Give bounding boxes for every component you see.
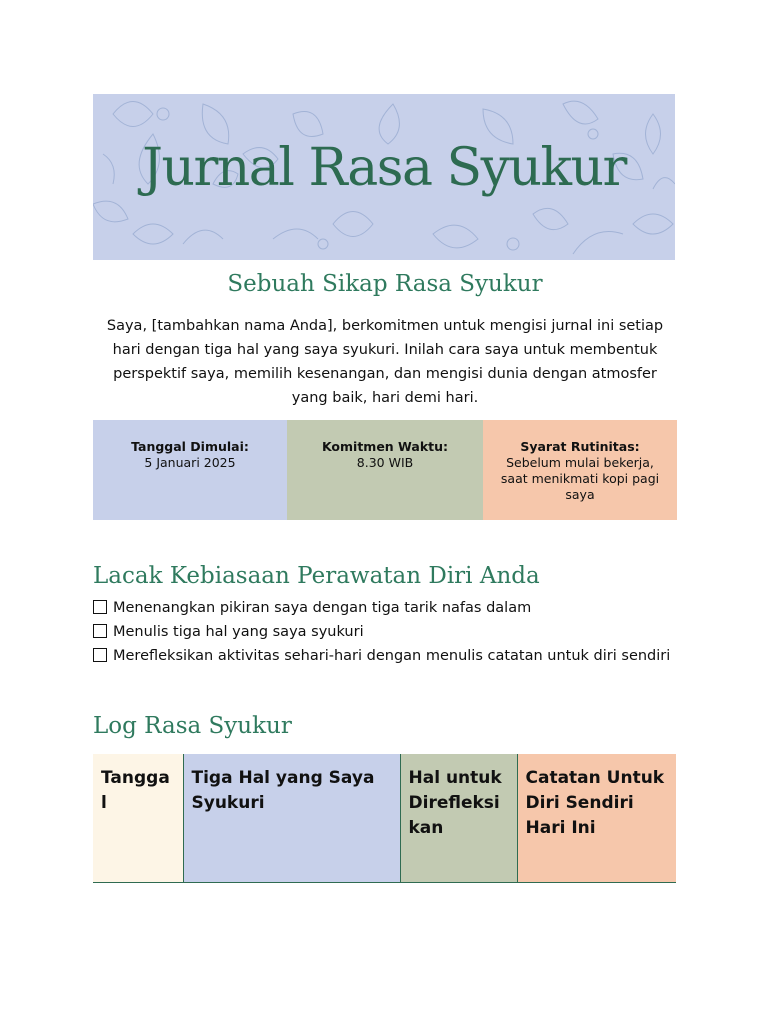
table-header-row <box>93 754 676 882</box>
habit-checkbox[interactable] <box>93 624 107 638</box>
habit-item <box>93 596 677 620</box>
start-date-box <box>93 420 287 520</box>
routine-trigger-box <box>483 420 677 520</box>
journal-page <box>93 94 677 883</box>
habit-label: Merefleksikan aktivitas sehari-hari dengan menulis catatan untuk diri sendiri <box>113 648 671 664</box>
time-commitment-label: Komitmen Waktu: <box>321 439 449 454</box>
column-header-date: Tanggal <box>93 754 183 882</box>
routine-trigger-value: Sebelum mulai bekerja, saat menikmati kopi pagi saya <box>500 455 660 502</box>
habit-label: Menulis tiga hal yang saya syukuri <box>113 624 364 640</box>
habit-item <box>93 644 677 668</box>
title-banner <box>93 94 675 260</box>
habit-checkbox[interactable] <box>93 648 107 662</box>
time-commitment-value: 8.30 WIB <box>356 455 414 470</box>
habit-item <box>93 620 677 644</box>
habits-heading: Lacak Kebiasaan Perawatan Diri Anda <box>93 563 540 589</box>
gratitude-log-table <box>93 754 676 883</box>
routine-trigger-label: Syarat Rutinitas: <box>520 439 640 454</box>
column-header-gratitude: Tiga Hal yang Saya Syukuri <box>183 754 400 882</box>
journal-title: Jurnal Rasa Syukur <box>142 138 626 198</box>
habit-label: Menenangkan pikiran saya dengan tiga tarik nafas dalam <box>113 600 532 616</box>
habit-checklist <box>93 596 677 668</box>
column-header-notes: Catatan Untuk Diri Sendiri Hari Ini <box>517 754 676 882</box>
commitment-paragraph: Saya, [tambahkan nama Anda], berkomitmen untuk mengisi jurnal ini setiap hari dengan tiga hal yang saya syukuri. Inilah cara saya untuk membentuk perspektif saya, memilih kesenangan, dan mengisi dunia dengan atmosfer yang baik, hari demi hari. <box>106 318 664 406</box>
time-commitment-box <box>287 420 483 520</box>
start-date-value: 5 Januari 2025 <box>144 455 236 470</box>
column-header-reflection: Hal untuk Direfleksikan <box>400 754 517 882</box>
subtitle: Sebuah Sikap Rasa Syukur <box>227 271 543 297</box>
log-heading: Log Rasa Syukur <box>93 713 292 739</box>
info-boxes <box>93 420 677 520</box>
start-date-label: Tanggal Dimulai: <box>131 439 249 454</box>
habit-checkbox[interactable] <box>93 600 107 614</box>
